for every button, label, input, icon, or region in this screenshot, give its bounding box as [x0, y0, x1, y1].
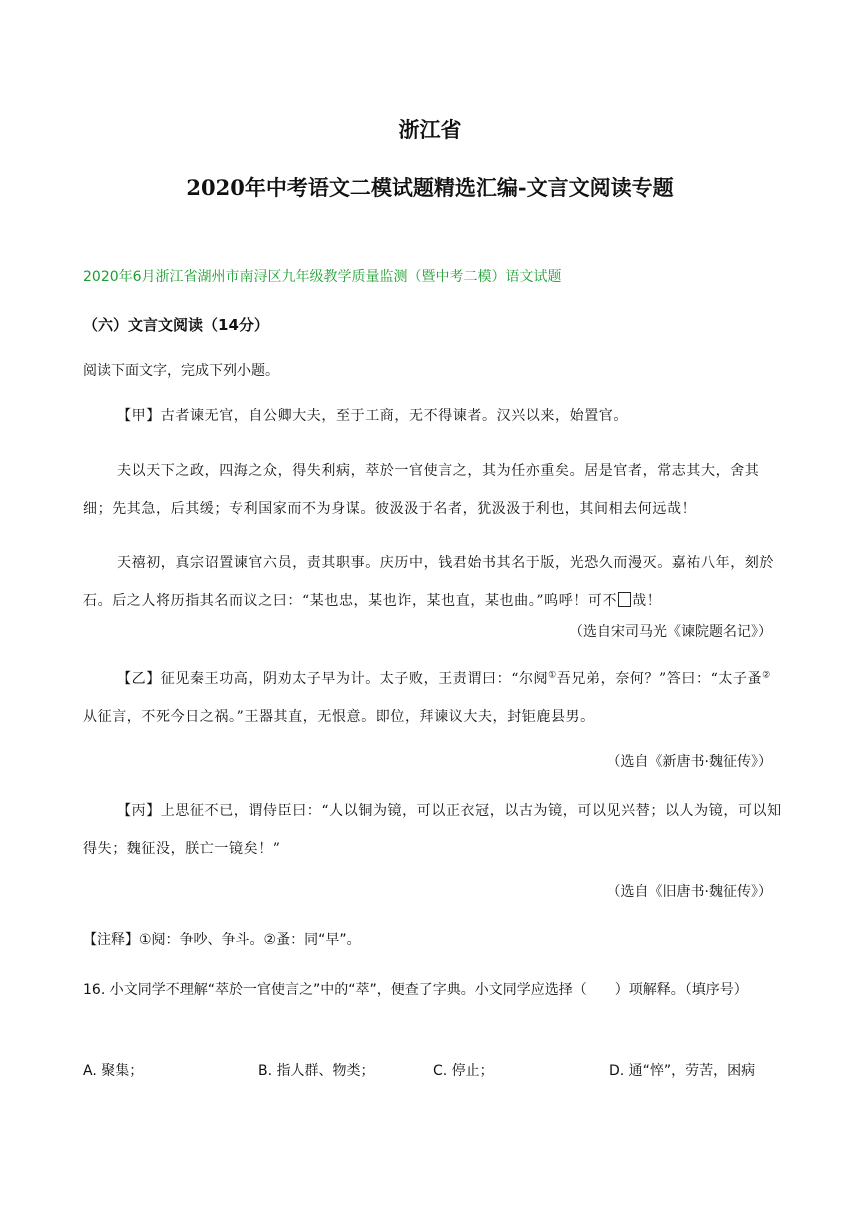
passage-jia-paragraph-3-text-a: 天禧初，真宗诏置谏官六员，责其职事。庆历中，钱君始书其名于版，光恐久而漫灭。嘉祐八年，刻於石。后之人将历指其名而议之曰：“某也忠，某也诈，某也直，某也曲。”呜呼！可不	[83, 555, 774, 609]
passage-yi-text-a: 【乙】征见秦王功高，阴劝太子早为计。太子败，王责谓曰：“尔阋	[117, 671, 549, 687]
passage-jia-paragraph-1: 【甲】古者谏无官，自公卿大夫，至于工商，无不得谏者。汉兴以来，始置官。	[117, 408, 628, 424]
question-16: 16. 小文同学不理解“萃於一官使言之”中的“萃”，便查了字典。小文同学应选择（ ）项解释。（填序号）	[83, 982, 748, 998]
passage-yi-attribution: （选自《新唐书·魏征传》）	[606, 754, 772, 770]
footnote-marker-2: ②	[762, 670, 771, 681]
blank-box	[618, 592, 631, 607]
passage-yi-text-c: 从征言，不死今日之祸。”王器其直，无恨意。即位，拜谏议大夫，封钜鹿县男。	[83, 709, 595, 725]
question-16-option-b: B. 指人群、物类；	[258, 1063, 375, 1079]
passage-bing-attribution: （选自《旧唐书·魏征传》）	[606, 884, 772, 900]
document-title-province: 浙江省	[398, 117, 462, 142]
passage-bing: 【丙】上思征不已，谓侍臣曰：“人以铜为镜，可以正衣冠，以古为镜，可以见兴替；以人为镜，可以知得失；魏征没，朕亡一镜矣！”	[83, 803, 782, 857]
passage-jia-attribution: （选自宋司马光《谏院题名记》）	[569, 624, 772, 640]
question-16-option-d: D. 通“悴”，劳苦，困病	[609, 1063, 756, 1079]
passage-jia-paragraph-3	[83, 544, 783, 620]
passage-jia-paragraph-3-text-b: 哉！	[632, 593, 662, 609]
annotation-notes: 【注释】①阋：争吵、争斗。②蚤：同“早”。	[83, 932, 361, 948]
footnote-marker-1: ①	[548, 670, 557, 681]
reading-instruction: 阅读下面文字，完成下列小题。	[83, 363, 279, 379]
exam-source-title: 2020年6月浙江省湖州市南浔区九年级教学质量监测（暨中考二模）语文试题	[83, 269, 562, 285]
document-title: 2020年中考语文二模试题精选汇编-文言文阅读专题	[186, 175, 674, 200]
passage-jia-paragraph-2: 夫以天下之政，四海之众，得失利病，萃於一官使言之，其为任亦重矣。居是官者，常志其大，舍其细；先其急，后其缓；专利国家而不为身谋。彼汲汲于名者，犹汲汲于利也，其间相去何远哉！	[83, 463, 760, 517]
passage-yi-text-b: 吾兄弟，奈何？”答曰：“太子蚤	[556, 671, 763, 687]
section-heading: （六）文言文阅读（14分）	[83, 316, 269, 334]
question-16-option-a: A. 聚集；	[83, 1063, 144, 1079]
passage-yi	[83, 660, 783, 736]
question-16-option-c: C. 停止；	[433, 1063, 494, 1079]
